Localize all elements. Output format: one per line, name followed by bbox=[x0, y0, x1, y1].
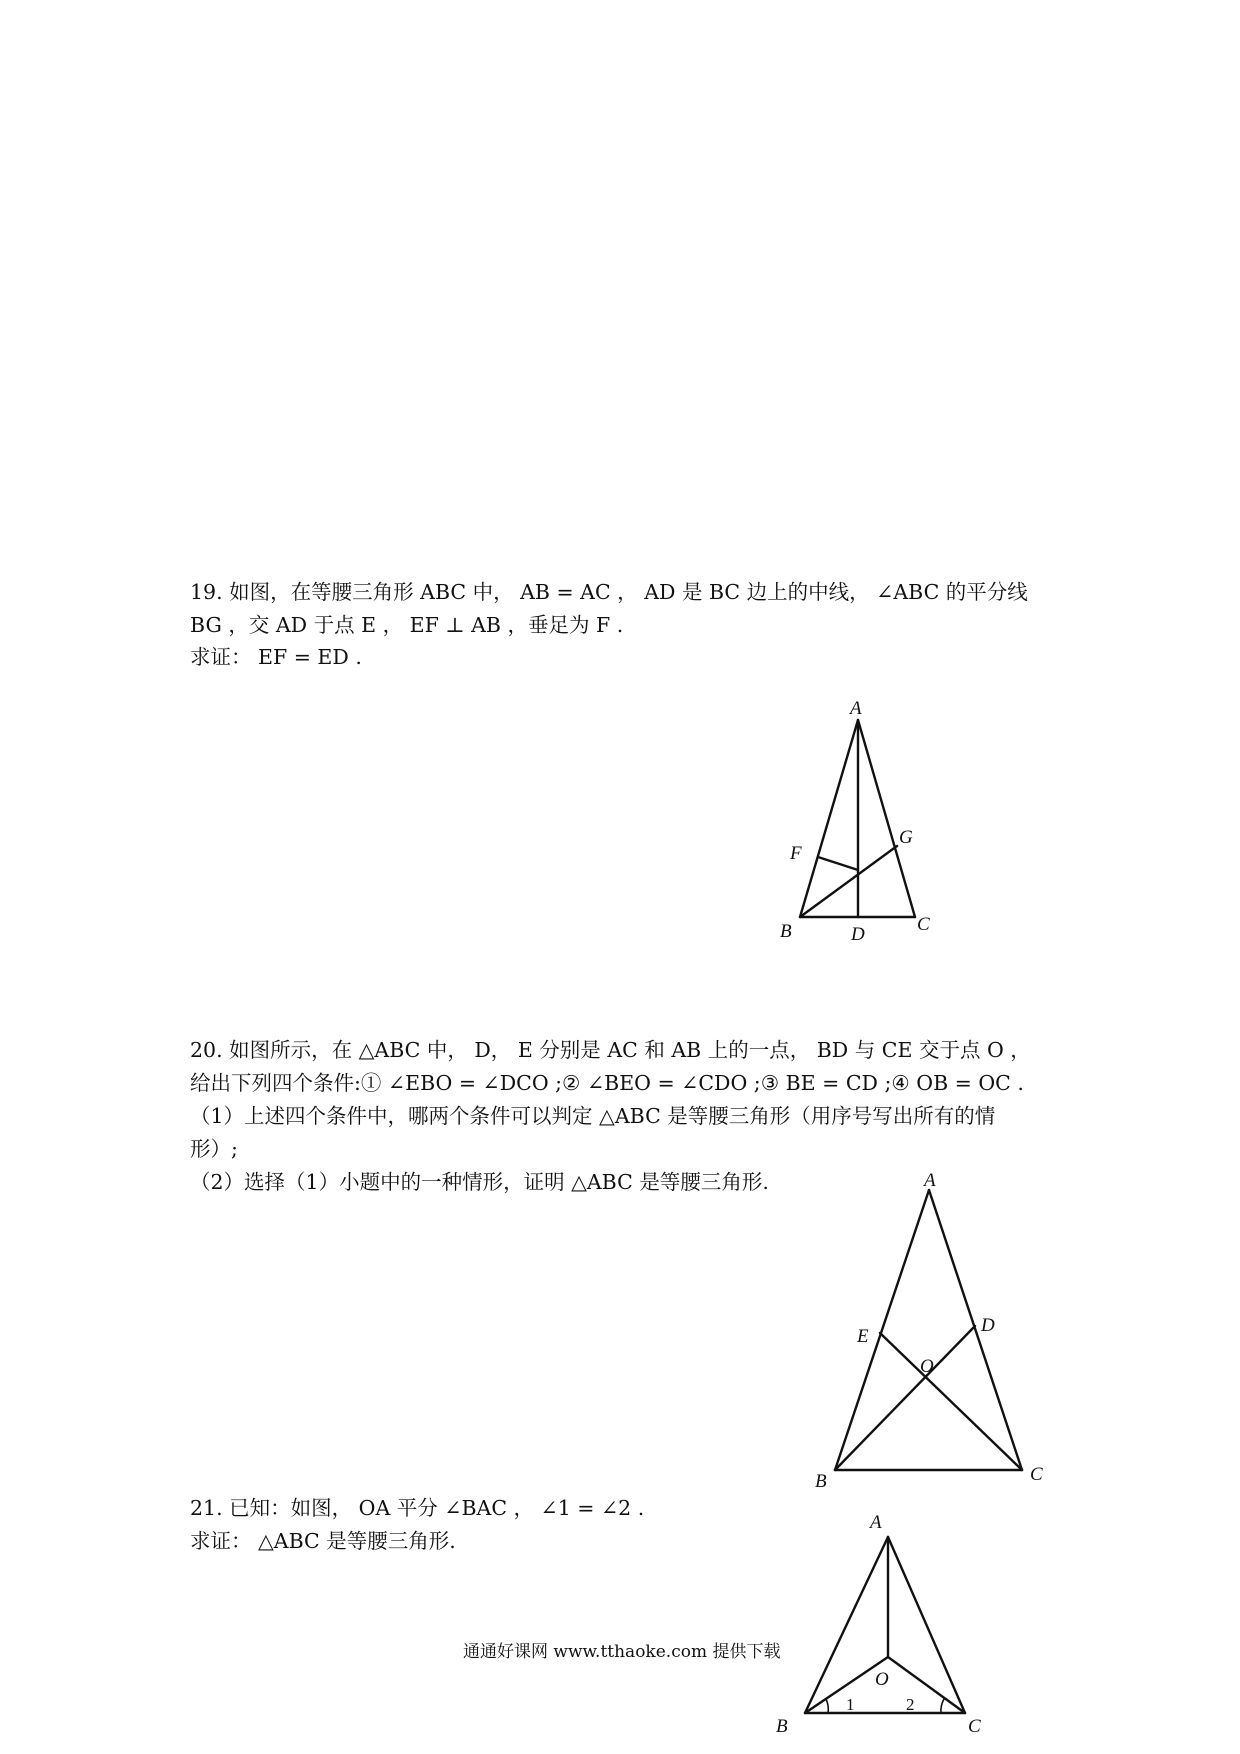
q19-label-c: C bbox=[917, 914, 930, 935]
q21-label-angle-1: 1 bbox=[846, 1695, 855, 1714]
q19-line-3: 求证： EF = ED . bbox=[190, 645, 362, 669]
q19-line-2: BG ，交 AD 于点 E ， EF ⊥ AB ，垂足为 F . bbox=[190, 613, 624, 637]
q21-label-o: O bbox=[875, 1669, 889, 1690]
q21-angle-1-arc bbox=[826, 1699, 828, 1713]
q19-line-1: 19. 如图，在等腰三角形 ABC 中， AB = AC ， AD 是 BC 边上的中线， ∠ABC 的平分线 bbox=[190, 580, 1028, 604]
q20-line-2: 给出下列四个条件:① ∠EBO = ∠DCO ;② ∠BEO = ∠CDO ;③ BE = CD ;④ OB = OC . bbox=[190, 1071, 1024, 1095]
q20-side-ac bbox=[929, 1190, 1022, 1470]
q21-line-1: 21. 已知：如图， OA 平分 ∠BAC ， ∠1 = ∠2 . bbox=[190, 1496, 645, 1520]
q21-label-c: C bbox=[968, 1716, 981, 1737]
q20-label-d: D bbox=[981, 1315, 995, 1336]
q19-bisector-bg bbox=[800, 846, 897, 917]
q20-line-4: 形）; bbox=[190, 1137, 238, 1161]
q20-label-b: B bbox=[815, 1471, 827, 1492]
q20-side-ab bbox=[835, 1190, 929, 1470]
q21-label-b: B bbox=[776, 1716, 788, 1737]
q19-label-g: G bbox=[899, 827, 913, 848]
q20-segment-bd bbox=[835, 1326, 975, 1470]
q19-perpendicular-ef bbox=[818, 857, 858, 870]
q20-label-c: C bbox=[1030, 1464, 1043, 1485]
q20-label-e: E bbox=[857, 1326, 869, 1347]
q21-line-2: 求证： △ABC 是等腰三角形. bbox=[190, 1529, 456, 1553]
q20-label-a: A bbox=[924, 1170, 936, 1191]
q19-label-b: B bbox=[780, 921, 792, 942]
q21-angle-2-arc bbox=[941, 1699, 944, 1713]
q19-side-ac bbox=[858, 720, 915, 917]
q21-label-angle-2: 2 bbox=[906, 1695, 915, 1714]
q19-label-a: A bbox=[850, 698, 862, 719]
q19-figure bbox=[770, 690, 950, 950]
page-footer: 通通好课网 www.tthaoke.com 提供下载 bbox=[463, 1642, 781, 1662]
q20-line-3: （1）上述四个条件中，哪两个条件可以判定 △ABC 是等腰三角形（用序号写出所有的情 bbox=[190, 1104, 996, 1128]
q19-label-f: F bbox=[790, 843, 802, 864]
q19-label-d: D bbox=[851, 924, 865, 945]
q20-line-5: （2）选择（1）小题中的一种情形，证明 △ABC 是等腰三角形. bbox=[190, 1170, 769, 1194]
q21-figure bbox=[770, 1500, 1000, 1740]
q21-label-a: A bbox=[870, 1512, 882, 1533]
q20-line-1: 20. 如图所示，在 △ABC 中， D， E 分别是 AC 和 AB 上的一点， BD 与 CE 交于点 O ， bbox=[190, 1038, 1031, 1062]
q21-side-ac bbox=[888, 1537, 965, 1713]
q19-side-ab bbox=[800, 720, 858, 917]
q20-figure bbox=[810, 1165, 1070, 1492]
q20-label-o: O bbox=[920, 1356, 934, 1377]
